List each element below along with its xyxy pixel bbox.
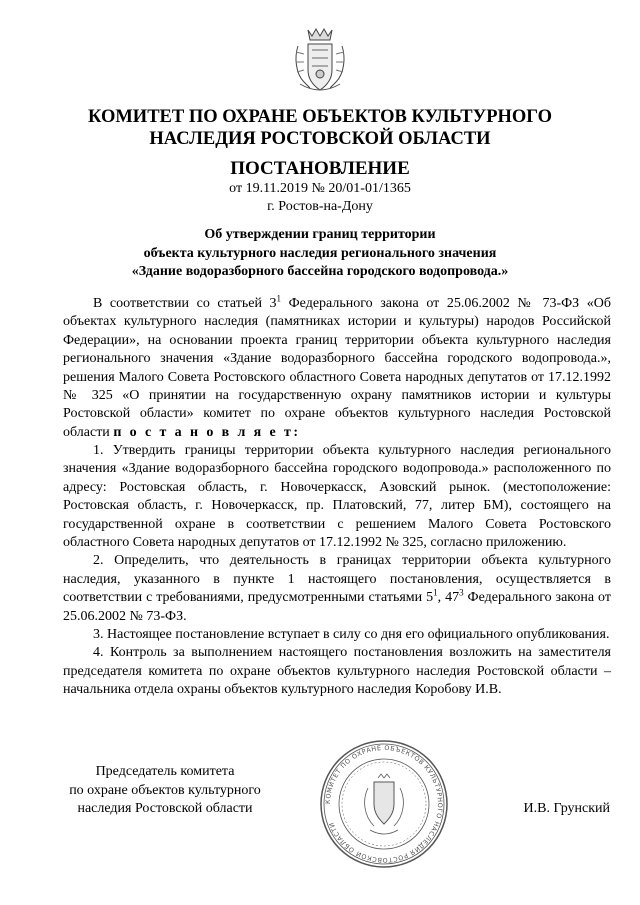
preamble-superscript: 1 [276,293,282,304]
subject-line-3: «Здание водоразборного бассейна городского водопровода.» [131,264,509,279]
subject-line-1: Об утверждении границ территории [204,227,436,242]
preamble [63,295,611,442]
preamble-paragraph [63,295,611,442]
item-2-text-3: Федерального закона от 25.06.2002 № 73-ФЗ. [63,590,611,624]
signatory-title-line-2: по охране объектов культурного [69,782,261,798]
official-seal-icon [318,738,450,870]
item-1: 1. Утвердить границы территории объекта культурного наследия регионального значения «Здание водоразборного бассейна городского водопровода.» расположенного по адресу: Ростовская область, г. Новочеркасск, Азовский рынок. (местоположение: Ростовская область, г. Новочеркасск, пр. Платовский, 77, литер БМ), состоящего на государственной охране в соответствии с решением Малого Совета Ростовского областного Совета народных депутатов от 17.12.1992 № 325, согласно приложению. [63,443,611,551]
org-line-2: НАСЛЕДИЯ РОСТОВСКОЙ ОБЛАСТИ [149,129,491,149]
document-type: ПОСТАНОВЛЕНИЕ [230,158,410,179]
signatory-title-line-1: Председатель комитета [95,764,235,779]
document-subject [60,226,580,282]
item-2-text-1: 2. Определить, что деятельность в границах территории объекта культурного наследия, указанного в пункте 1 настоящего постановления, осуществляется в соответствии с требованиями, предусмотренными статьями 5 [63,553,611,606]
item-2-sup-1: 1 [433,587,438,598]
subject-line-2: объекта культурного наследия регионального значения [143,245,497,261]
date-number-line: от 19.11.2019 № 20/01-01/1365 [229,181,411,196]
preamble-text-2: Федерального закона от 25.06.2002 № 73-ФЗ «Об объектах культурного наследия (памятниках истории и культуры) народов Российской Федерации», на основании проекта границ территории объекта культурного наследия регионального значения «Здание водоразборного бассейна городского водопровода.», решения Малого Совета Ростовского областного Совета народных депутатов от 17.12.1992 № 325 «О принятии на государственную охрану памятников истории и культуры Ростовской области» комитет по охране объектов культурного наследия Ростовской области [63,296,611,440]
signatory-title [55,763,275,819]
resolves-word: п о с т а н о в л я е т: [113,424,301,440]
signatory-title-line-3: наследия Ростовской области [77,801,253,816]
item-2-sup-2: 3 [459,587,464,598]
coat-of-arms-icon [290,24,350,98]
org-line-1: КОМИТЕТ ПО ОХРАНЕ ОБЪЕКТОВ КУЛЬТУРНОГО [88,107,552,127]
item-4: 4. Контроль за выполнением настоящего постановления возложить на заместителя председателя комитета по охране объектов культурного наследия Ростовской области – начальника отдела охраны объектов культурного наследия Коробову И.В. [63,645,611,698]
city-line: г. Ростов-на-Дону [267,199,373,214]
preamble-text-1: В соответствии со статьей 3 [93,296,277,311]
organization-name [40,106,600,150]
item-2 [63,552,611,626]
seal-text: КОМИТЕТ ПО ОХРАНЕ ОБЪЕКТОВ КУЛЬТУРНОГО НАСЛЕДИЯ РОСТОВСКОЙ ОБЛАСТИ [323,743,445,865]
item-3: 3. Настоящее постановление вступает в силу со дня его официального опубликования. [93,627,610,643]
signatory-name: И.В. Грунский [523,801,610,816]
resolution-items [63,442,611,700]
item-2-text-2: , 47 [437,590,460,606]
